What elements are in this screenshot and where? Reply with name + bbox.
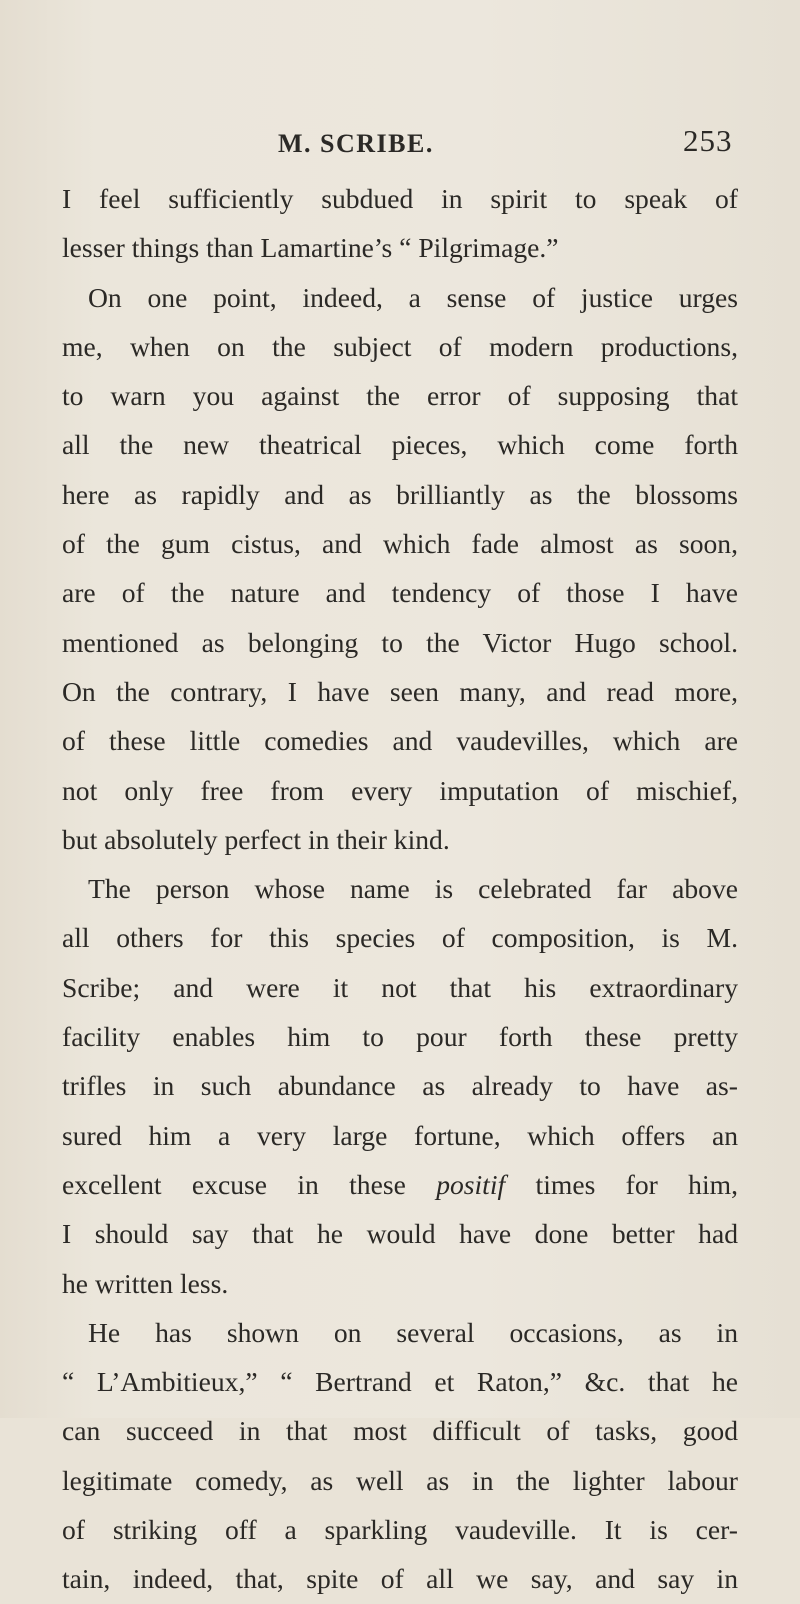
text-line: trifles in such abundance as already to have as- [62,1070,738,1102]
text-line: I should say that he would have done better had [62,1218,738,1250]
text-line: On one point, indeed, a sense of justice urges [88,281,738,313]
text-line: of these little comedies and vaudevilles, which are [62,725,738,757]
italic-word: positif [436,1168,506,1200]
text-line: but absolutely perfect in their kind. [62,823,450,855]
text-line: tain, indeed, that, spite of all we say, and say in [62,1563,738,1595]
text-line: facility enables him to pour forth these pretty [62,1021,738,1053]
text-line: sured him a very large fortune, which offers an [62,1119,738,1151]
text-line: “ L’Ambitieux,” “ Bertrand et Raton,” &c. that he [62,1366,738,1398]
running-title: M. SCRIBE. [278,129,434,158]
text-line: excellent excuse in these positif times for him, [62,1168,738,1200]
text-line: On the contrary, I have seen many, and read more, [62,675,738,707]
text-line: I feel sufficiently subdued in spirit to speak of [62,183,738,214]
text-line: lesser things than Lamartine’s “ Pilgrimage.” [62,232,559,264]
text-line: all others for this species of composition, is M. [62,922,738,954]
text-line: all the new theatrical pieces, which come forth [62,429,738,461]
text-line: Scribe; and were it not that his extraordinary [62,971,738,1003]
body-text [62,174,738,1604]
text-line: mentioned as belonging to the Victor Hugo school. [62,626,738,658]
text-line: to warn you against the error of supposing that [62,380,738,412]
running-head [0,121,800,161]
text-line: of striking off a sparkling vaudeville. It is cer- [62,1514,738,1546]
text-line: he written less. [62,1267,229,1299]
text-line: He has shown on several occasions, as in [88,1316,738,1348]
text-line: me, when on the subject of modern productions, [62,330,738,362]
text-line: The person whose name is celebrated far above [88,873,738,905]
text-line: of the gum cistus, and which fade almost as soon, [62,528,738,560]
text-line: are of the nature and tendency of those I have [62,577,738,609]
text-line: legitimate comedy, as well as in the lighter labour [62,1464,738,1496]
text-line: can succeed in that most difficult of tasks, good [62,1415,738,1447]
text-line: here as rapidly and as brilliantly as the blossoms [62,478,738,510]
page-number: 253 [683,123,733,158]
text-line: not only free from every imputation of mischief, [62,774,738,806]
